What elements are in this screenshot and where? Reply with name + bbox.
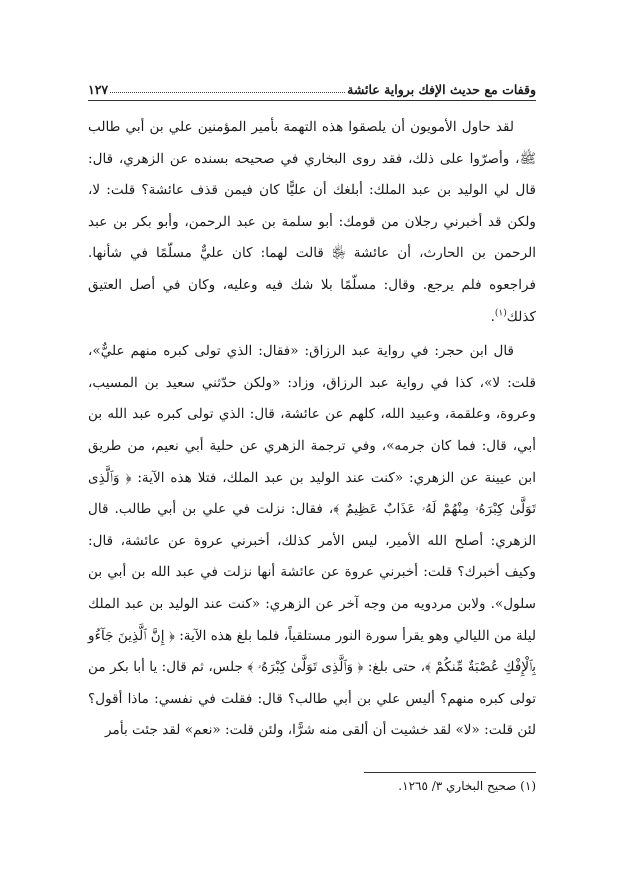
dot-leader	[110, 92, 345, 93]
footnote: (١) صحيح البخاري ٣/ ١٢٦٥.	[398, 779, 536, 793]
paragraph-2-text: قال ابن حجر: في رواية عبد الرزاق: «فقال: الذي تولى كبره منهم عليٌّ»، قلت: لا»، كذا في رواية عبد الرزاق، وزاد: «ولكن حدّثني سعيد بن المسيب، وعروة، وعلقمة، وعبيد الله، كلهم عن عائشة، قال: الذي تولى كبره عبد الله بن أبي، قال: فما كان جرمه»، وفي ترجمة الزهري عن حلية أبي نعيم، من طريق ابن عيينة عن الزهري: «كنت عند الوليد بن عبد الملك، فتلا هذه الآية: ﴿ وَٱلَّذِى تَوَلَّىٰ كِبْرَهُۥ مِنْهُمْ لَهُۥ عَذَابٌ عَظِيمٌ ﴾، فقال: نزلت في علي بن أبي طالب. قال الزهري: أصلح الله الأمير، ليس الأمر كذلك، أخبرني عروة عن عائشة، قال: وكيف أخبرك؟ قلت: أخبرني عروة عن عائشة أنها نزلت في عبد الله بن أبي بن سلول». ولابن مردويه من وجه آخر عن الزهري: «كنت عند الوليد بن عبد الملك ليلة من الليالي وهو يقرأ سورة النور مستلقياً، فلما بلغ هذه الآية: ﴿ إِنَّ ٱلَّذِينَ جَآءُو بِٱلْإِفْكِ عُصْبَةٌ مِّنكُمْ ﴾، حتى بلغ: ﴿ وَٱلَّذِى تَوَلَّىٰ كِبْرَهُۥ ﴾ جلس، ثم قال: يا أبا بكر من تولى كبره منهم؟ أليس علي بن أبي طالب؟ قال: فقلت في نفسي: ماذا أقول؟ لئن قلت: «لا» لقد خشيت أن ألقى منه شرًّا، ولئن قلت: «نعم» لقد جئت بأمر	[88, 343, 536, 739]
body-text	[88, 112, 536, 747]
page-number: ١٢٧	[88, 82, 109, 97]
paragraph-1-tail: .	[490, 308, 495, 325]
running-title: وقفات مع حديث الإفك برواية عائشة	[347, 82, 536, 97]
page-header	[88, 78, 536, 101]
paragraph-1-text: لقد حاول الأمويون أن يلصقوا هذه التهمة بأمير المؤمنين علي بن أبي طالب ﷺ، وأصرّوا على ذلك، فقد روى البخاري في صحيحه بسنده عن الزهري، قال: قال لي الوليد بن عبد الملك: أبلغك أن عليًّا كان فيمن قذف عائشة؟ قلت: لا، ولكن قد أخبرني رجلان من قومك: أبو سلمة بن عبد الرحمن، وأبو بكر بن عبد الرحمن بن الحارث، أن عائشة ﵂ قالت لهما: كان عليٌّ مسلّمًا في شأنها. فراجعوه فلم يرجع. وقال: مسلّمًا بلا شك فيه وعليه، وكان في أصل العتيق كذلك	[88, 119, 536, 325]
paragraph-2	[88, 336, 536, 747]
paragraph-1	[88, 112, 536, 333]
footnote-marker: (١)	[494, 308, 507, 319]
footnote-separator	[364, 772, 536, 773]
